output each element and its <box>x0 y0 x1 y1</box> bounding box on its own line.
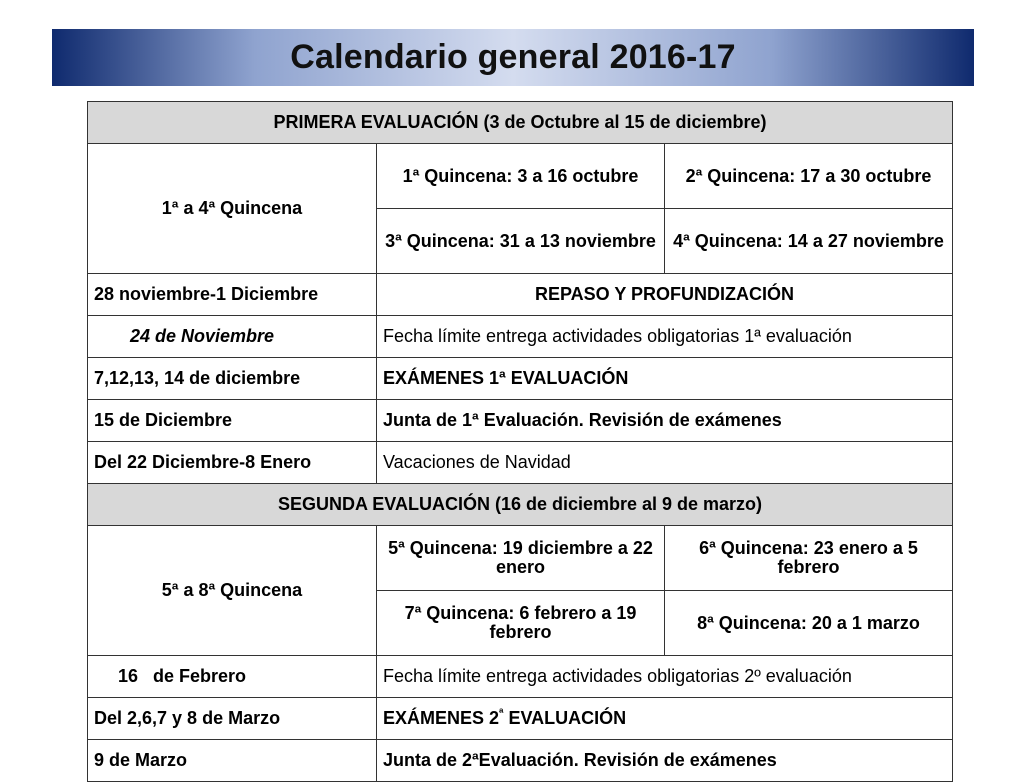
schedule-table <box>87 101 953 782</box>
quincena-4: 4ª Quincena: 14 a 27 noviembre <box>665 209 953 274</box>
date-cell: Del 2,6,7 y 8 de Marzo <box>88 698 377 740</box>
desc-cell: Junta de 2ªEvaluación. Revisión de exámenes <box>377 740 953 782</box>
quincena-5: 5ª Quincena: 19 diciembre a 22 enero <box>377 526 665 591</box>
desc-cell: Junta de 1ª Evaluación. Revisión de exámenes <box>377 400 953 442</box>
desc-text-main: EXÁMENES 2 <box>383 708 500 729</box>
desc-cell <box>377 698 953 740</box>
page-title: Calendario general 2016-17 <box>290 38 736 76</box>
quincena-8: 8ª Quincena: 20 a 1 marzo <box>665 591 953 656</box>
second-eval-header: SEGUNDA EVALUACIÓN (16 de diciembre al 9 de marzo) <box>88 484 953 526</box>
first-eval-group-label: 1ª a 4ª Quincena <box>88 144 377 274</box>
date-cell: Del 22 Diciembre-8 Enero <box>88 442 377 484</box>
date-cell <box>88 316 377 358</box>
quincena-1: 1ª Quincena: 3 a 16 octubre <box>377 144 665 209</box>
quincena-6: 6ª Quincena: 23 enero a 5 febrero <box>665 526 953 591</box>
date-text: 24 de Noviembre <box>130 326 275 347</box>
desc-cell: Vacaciones de Navidad <box>377 442 953 484</box>
desc-cell: REPASO Y PROFUNDIZACIÓN <box>377 274 953 316</box>
quincena-7: 7ª Quincena: 6 febrero a 19 febrero <box>377 591 665 656</box>
quincena-2: 2ª Quincena: 17 a 30 octubre <box>665 144 953 209</box>
desc-cell: Fecha límite entrega actividades obligatorias 2º evaluación <box>377 656 953 698</box>
first-eval-header: PRIMERA EVALUACIÓN (3 de Octubre al 15 de diciembre) <box>88 102 953 144</box>
date-cell: 7,12,13, 14 de diciembre <box>88 358 377 400</box>
quincena-3: 3ª Quincena: 31 a 13 noviembre <box>377 209 665 274</box>
second-eval-group-label: 5ª a 8ª Quincena <box>88 526 377 656</box>
desc-cell: Fecha límite entrega actividades obligatorias 1ª evaluación <box>377 316 953 358</box>
desc-cell: EXÁMENES 1ª EVALUACIÓN <box>377 358 953 400</box>
desc-text-sup: ª <box>499 706 504 721</box>
date-cell: 28 noviembre-1 Diciembre <box>88 274 377 316</box>
date-cell: 9 de Marzo <box>88 740 377 782</box>
date-cell: 15 de Diciembre <box>88 400 377 442</box>
desc-text-end: EVALUACIÓN <box>503 708 627 729</box>
title-bar <box>52 29 974 86</box>
date-cell: 16 de Febrero <box>88 656 377 698</box>
